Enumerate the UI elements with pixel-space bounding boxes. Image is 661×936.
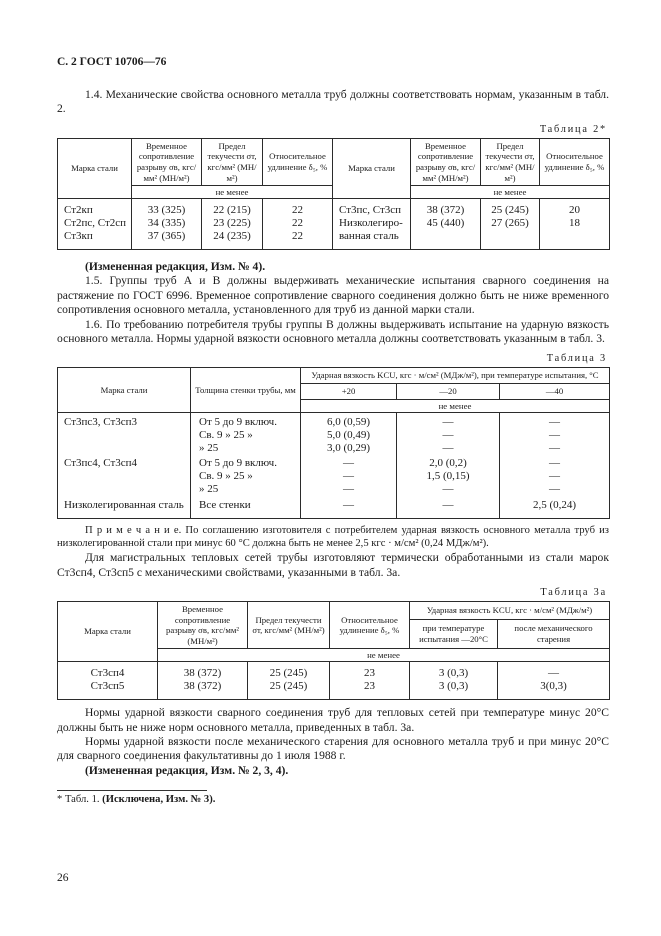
table-cell: 3,0 (0,29) [301, 442, 397, 455]
table-cell: — [500, 470, 610, 483]
table-cell: 38 (372) [158, 662, 248, 680]
table-cell: Ст3сп5 [58, 680, 158, 699]
col-header-tolshchina-stenki: Толщина стенки трубы, мм [191, 368, 301, 412]
table-row [58, 496, 610, 518]
table-cell: — [397, 412, 500, 428]
table-cell: 3 (0,3) [410, 662, 498, 680]
col-header-predel-tekuchesti: Предел текучести σт, кгс/мм² (МН/м²) [202, 138, 263, 185]
table-row [58, 470, 610, 483]
table-row [58, 429, 610, 442]
table-cell: — [500, 442, 610, 455]
table-cell: 6,0 (0,59) [301, 412, 397, 428]
col-header-vremennoe-soprotivlenie: Временное сопротивление разрыву σв, кгс/мм² (МН/м²) [132, 138, 202, 185]
table-cell: Ст3пс4, Ст3сп4 [58, 454, 191, 470]
col-header-marka-stali: Марка стали [333, 138, 411, 198]
table-cell: » 25 [191, 483, 301, 496]
paragraph-normy-stareniya: Нормы ударной вязкости после механического старения для основного металла труб и при минус 20°С для сварного соединения факультативны до 1 июля 1988 г. [57, 735, 609, 763]
table-row [58, 230, 333, 249]
col-header-minus-20: —20 [397, 383, 500, 399]
table-cell: Св. 9 » 25 » [191, 429, 301, 442]
ne-menee-label: не менее [411, 186, 610, 199]
col-header-minus-40: —40 [500, 383, 610, 399]
table-cell: — [500, 429, 610, 442]
table-cell: Низколегированная сталь [58, 496, 191, 518]
table-cell: — [500, 454, 610, 470]
table-cell: 37 (365) [132, 230, 202, 249]
table-cell [58, 483, 191, 496]
table-row [333, 199, 610, 217]
col-header-otnositelnoe-udlinenie: Относительное удлинение δ₅, % [330, 601, 410, 648]
table-cell: 23 (225) [202, 217, 263, 230]
table-cell: 38 (372) [411, 199, 481, 217]
page-header: С. 2 ГОСТ 10706—76 [57, 56, 167, 68]
table-row [58, 217, 333, 230]
table-cell: 45 (440) [411, 217, 481, 249]
table-cell: — [500, 412, 610, 428]
table-cell: 23 [330, 662, 410, 680]
table-cell [58, 429, 191, 442]
table-3 [57, 367, 610, 519]
table-3a [57, 601, 610, 700]
table-2-caption: Таблица 2* [539, 123, 607, 135]
table-cell: 22 (215) [202, 199, 263, 217]
table-cell: 5,0 (0,49) [301, 429, 397, 442]
col-header-otnositelnoe-udlinenie: Относительное удлинение δ₅, % [540, 138, 610, 185]
table-cell: — [301, 454, 397, 470]
paragraph-magistral: Для магистральных тепловых сетей трубы изготовляют термически обработанными из стали марок Ст3сп4, Ст3сп5 с механическими свойствами, указанными в табл. 3а. [57, 551, 609, 579]
table-cell: — [500, 483, 610, 496]
table-cell: 25 (245) [248, 680, 330, 699]
table-cell: От 5 до 9 включ. [191, 454, 301, 470]
table-cell: Ст3пс, Ст3сп [333, 199, 411, 217]
table-cell: 27 (265) [481, 217, 540, 249]
table-row [58, 199, 333, 217]
table-cell: 22 [263, 199, 333, 217]
table-cell: 25 (245) [248, 662, 330, 680]
col-header-posle-stareniya: после механического старения [498, 619, 610, 649]
table-cell: — [301, 470, 397, 483]
col-header-marka-stali: Марка стали [58, 138, 132, 198]
amendment-note-4: (Измененная редакция, Изм. № 4). [85, 260, 266, 274]
table-cell: От 5 до 9 включ. [191, 412, 301, 428]
table-2-right [332, 138, 610, 250]
table-3-note: П р и м е ч а н и е. По соглашению изготовителя с потребителем ударная вязкость основного металла труб из низколегированной стали при минус 60 °С должна быть не менее 2,5 кгс · м/см² (0,24 МДж/м²). [57, 525, 609, 550]
table-cell: Низколегированная сталь [333, 217, 411, 249]
col-header-vremennoe-soprotivlenie: Временное сопротивление разрыву σв, кгс/мм² (МН/м²) [411, 138, 481, 185]
table-cell: 20 [540, 199, 610, 217]
table-cell: — [397, 429, 500, 442]
ne-menee-label: не менее [158, 649, 610, 662]
table-cell: Ст3сп4 [58, 662, 158, 680]
col-header-marka-stali: Марка стали [58, 368, 191, 412]
table-row [58, 412, 610, 428]
ne-menee-label: не менее [301, 399, 610, 412]
col-header-predel-tekuchesti: Предел текучести σт, кгс/мм² (МН/м²) [248, 601, 330, 648]
table-cell: 22 [263, 230, 333, 249]
amendment-note-234: (Измененная редакция, Изм. № 2, 3, 4). [85, 763, 289, 777]
table-cell: — [397, 483, 500, 496]
table-3a-caption: Таблица 3а [540, 586, 607, 598]
table-cell: Все стенки [191, 496, 301, 518]
table-cell: 18 [540, 217, 610, 249]
table-cell: — [301, 496, 397, 518]
col-header-otnositelnoe-udlinenie: Относительное удлинение δ₅, % [263, 138, 333, 185]
table-cell: 24 (235) [202, 230, 263, 249]
footnote-bold-text: (Исключена, Изм. № 3). [102, 794, 216, 806]
table-cell: Ст2кп [58, 199, 132, 217]
table-cell: 2,0 (0,2) [397, 454, 500, 470]
table-cell: 38 (372) [158, 680, 248, 699]
col-header-udarnaya-vyazkost: Ударная вязкость KCU, кгс · м/см² (МДж/м²) [410, 601, 610, 619]
table-cell: 22 [263, 217, 333, 230]
paragraph-1-6: 1.6. По требованию потребителя трубы группы В должны выдерживать испытание на ударную вязкость основного металла. Нормы ударной вязкости основного металла должны соответствовать указанным в табл. 3. [57, 317, 609, 345]
table-cell: — [397, 496, 500, 518]
table-cell: Св. 9 » 25 » [191, 470, 301, 483]
table-cell: 34 (335) [132, 217, 202, 230]
col-header-predel-tekuchesti: Предел текучести σт, кгс/мм² (МН/м²) [481, 138, 540, 185]
table-cell: — [498, 662, 610, 680]
table-cell [58, 442, 191, 455]
col-header-vremennoe-soprotivlenie: Временное сопротивление разрыву σв, кгс/мм² (МН/м²) [158, 601, 248, 648]
table-3-caption: Таблица 3 [546, 353, 607, 365]
table-2 [57, 138, 609, 250]
footnote-text: * Табл. 1. [57, 794, 103, 806]
footnote [57, 794, 609, 807]
footnote-divider [57, 790, 207, 791]
table-cell: Ст3кп [58, 230, 132, 249]
table-cell: 3(0,3) [498, 680, 610, 699]
paragraph-normy-svarnogo: Нормы ударной вязкости сварного соединения труб для тепловых сетей при температуре минус 20°С должны быть не ниже норм основного металла, приведенных в табл. 3а. [57, 706, 609, 734]
col-header-udarnaya-vyazkost: Ударная вязкость KCU, кгс · м/см² (МДж/м²), при температуре испытания, °С [301, 368, 610, 384]
table-row [333, 217, 610, 249]
col-header-marka-stali: Марка стали [58, 601, 158, 661]
table-cell [58, 470, 191, 483]
table-cell: » 25 [191, 442, 301, 455]
table-cell: — [301, 483, 397, 496]
table-cell: Ст2пс, Ст2сп [58, 217, 132, 230]
table-cell: — [397, 442, 500, 455]
table-cell: 2,5 (0,24) [500, 496, 610, 518]
table-row [58, 662, 610, 680]
table-cell: 25 (245) [481, 199, 540, 217]
ne-menee-label: не менее [132, 186, 333, 199]
col-header-temp-minus-20: при температуре испытания —20°С [410, 619, 498, 649]
table-row [58, 442, 610, 455]
paragraph-1-5: 1.5. Группы труб А и В должны выдерживать механические испытания сварного соединения на растяжение по ГОСТ 6996. Временное сопротивление сварного соединения должно быть не ниже временного сопротивления основного металла, установленного для труб из данной марки стали. [57, 274, 609, 317]
table-cell: Ст3пс3, Ст3сп3 [58, 412, 191, 428]
table-row [58, 680, 610, 699]
table-row [58, 483, 610, 496]
col-header-plus-20: +20 [301, 383, 397, 399]
page-number: 26 [57, 872, 69, 884]
table-cell: 23 [330, 680, 410, 699]
table-cell: 3 (0,3) [410, 680, 498, 699]
table-2-left [57, 138, 333, 250]
table-cell: 33 (325) [132, 199, 202, 217]
table-row [58, 454, 610, 470]
paragraph-1-4: 1.4. Механические свойства основного металла труб должны соответствовать нормам, указанным в табл. 2. [57, 88, 609, 116]
table-cell: 1,5 (0,15) [397, 470, 500, 483]
